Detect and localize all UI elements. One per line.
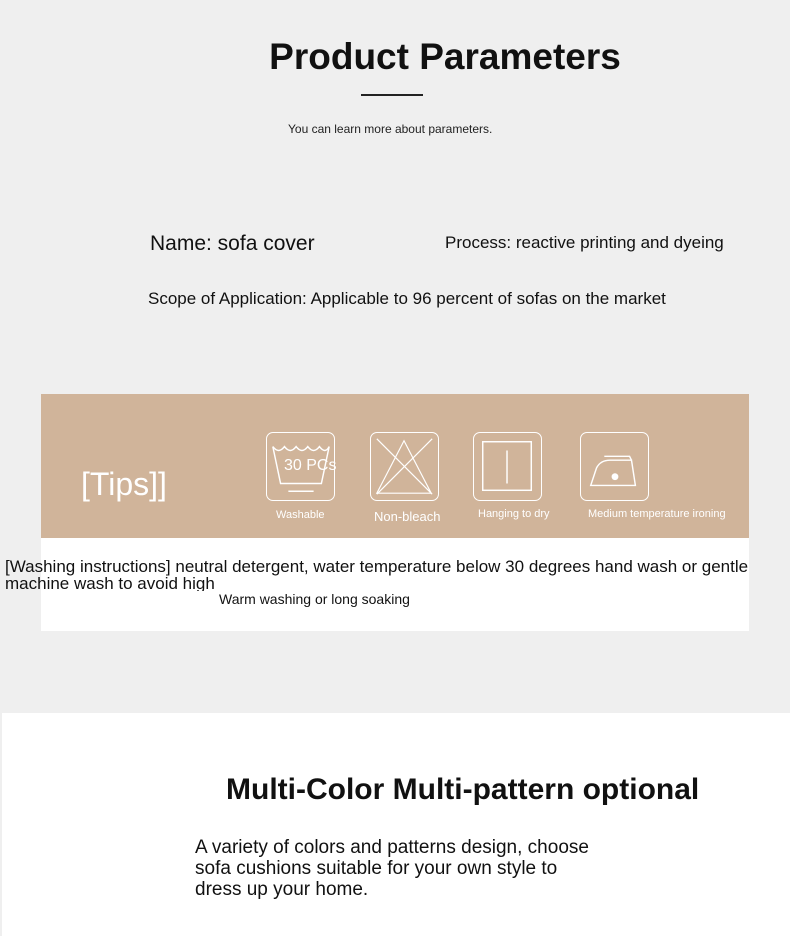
wash-temperature-text: 30 PCs <box>284 457 337 474</box>
options-section <box>2 713 790 936</box>
tips-band <box>41 394 749 538</box>
washing-instructions: [Washing instructions] neutral detergent, water temperature below 30 degrees hand wash or gentle machine wash to avoid high <box>5 558 749 591</box>
hanging-dry-icon <box>473 432 542 501</box>
iron-icon <box>580 432 649 501</box>
page-subtitle: You can learn more about parameters. <box>288 122 493 136</box>
page-title: Product Parameters <box>269 36 621 77</box>
non-bleach-label: Non-bleach <box>374 509 441 524</box>
iron-label: Medium temperature ironing <box>588 508 726 520</box>
washing-note: Warm washing or long soaking <box>219 591 410 607</box>
title-divider <box>361 94 423 96</box>
hanging-dry-label: Hanging to dry <box>478 508 550 520</box>
options-description: A variety of colors and patterns design, choose sofa cushions suitable for your own style to dress up your home. <box>195 837 589 900</box>
param-scope: Scope of Application: Applicable to 96 percent of sofas on the market <box>148 289 666 308</box>
tips-label: [Tips]] <box>81 466 167 502</box>
non-bleach-icon <box>370 432 439 501</box>
options-title: Multi-Color Multi-pattern optional <box>226 773 700 806</box>
param-name: Name: sofa cover <box>150 232 315 255</box>
param-process: Process: reactive printing and dyeing <box>445 233 724 252</box>
washable-label: Washable <box>276 509 325 521</box>
